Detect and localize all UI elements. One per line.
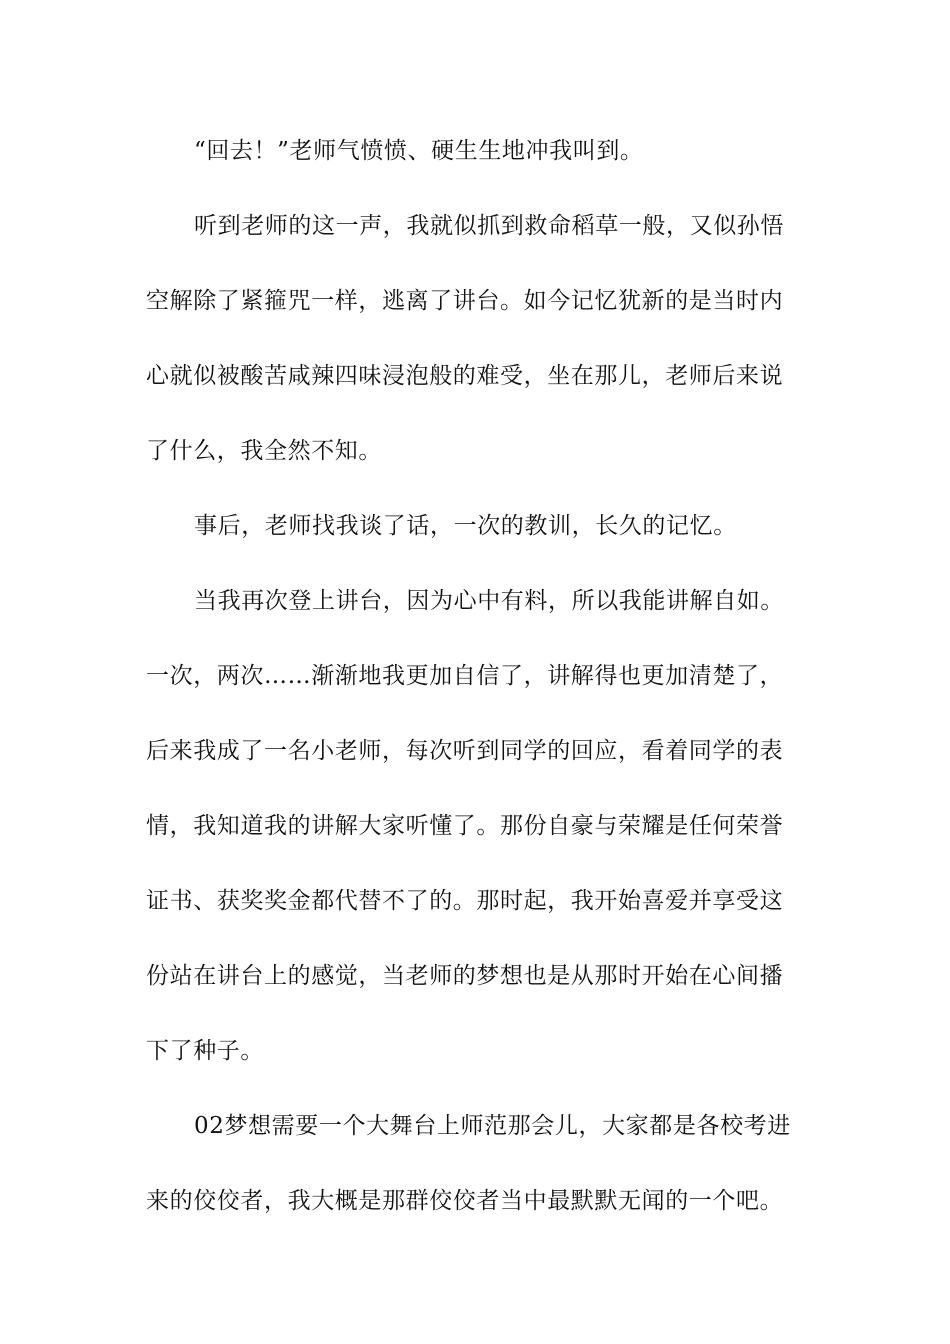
- paragraph-line: 了什么，我全然不知。: [146, 438, 382, 464]
- paragraph-line: 一次，两次……渐渐地我更加自信了，讲解得也更加清楚了，: [146, 663, 784, 689]
- paragraph-line: 心就似被酸苦咸辣四味浸泡般的难受，坐在那儿，老师后来说: [146, 363, 784, 389]
- paragraph-line: 情，我知道我的讲解大家听懂了。那份自豪与荣耀是任何荣誉: [146, 813, 784, 839]
- paragraph-line: 当我再次登上讲台，因为心中有料，所以我能讲解自如。: [194, 588, 784, 614]
- paragraph-line: 听到老师的这一声，我就似抓到救命稻草一般，又似孙悟: [194, 213, 784, 239]
- paragraph-line: 来的佼佼者，我大概是那群佼佼者当中最默默无闻的一个吧。: [146, 1188, 784, 1214]
- paragraph-line: 事后，老师找我谈了话，一次的教训，长久的记忆。: [194, 513, 737, 539]
- paragraph-line: 份站在讲台上的感觉，当老师的梦想也是从那时开始在心间播: [146, 963, 784, 989]
- paragraph-line: 02梦想需要一个大舞台上师范那会儿，大家都是各校考进: [194, 1113, 791, 1139]
- paragraph-line: 空解除了紧箍咒一样，逃离了讲台。如今记忆犹新的是当时内: [146, 288, 784, 314]
- paragraph-line: “回去！”老师气愤愤、硬生生地冲我叫到。: [194, 138, 644, 164]
- paragraph-line: 后来我成了一名小老师，每次听到同学的回应，看着同学的表: [146, 738, 784, 764]
- paragraph-line: 证书、获奖奖金都代替不了的。那时起，我开始喜爱并享受这: [146, 888, 784, 914]
- paragraph-line: 下了种子。: [146, 1038, 264, 1064]
